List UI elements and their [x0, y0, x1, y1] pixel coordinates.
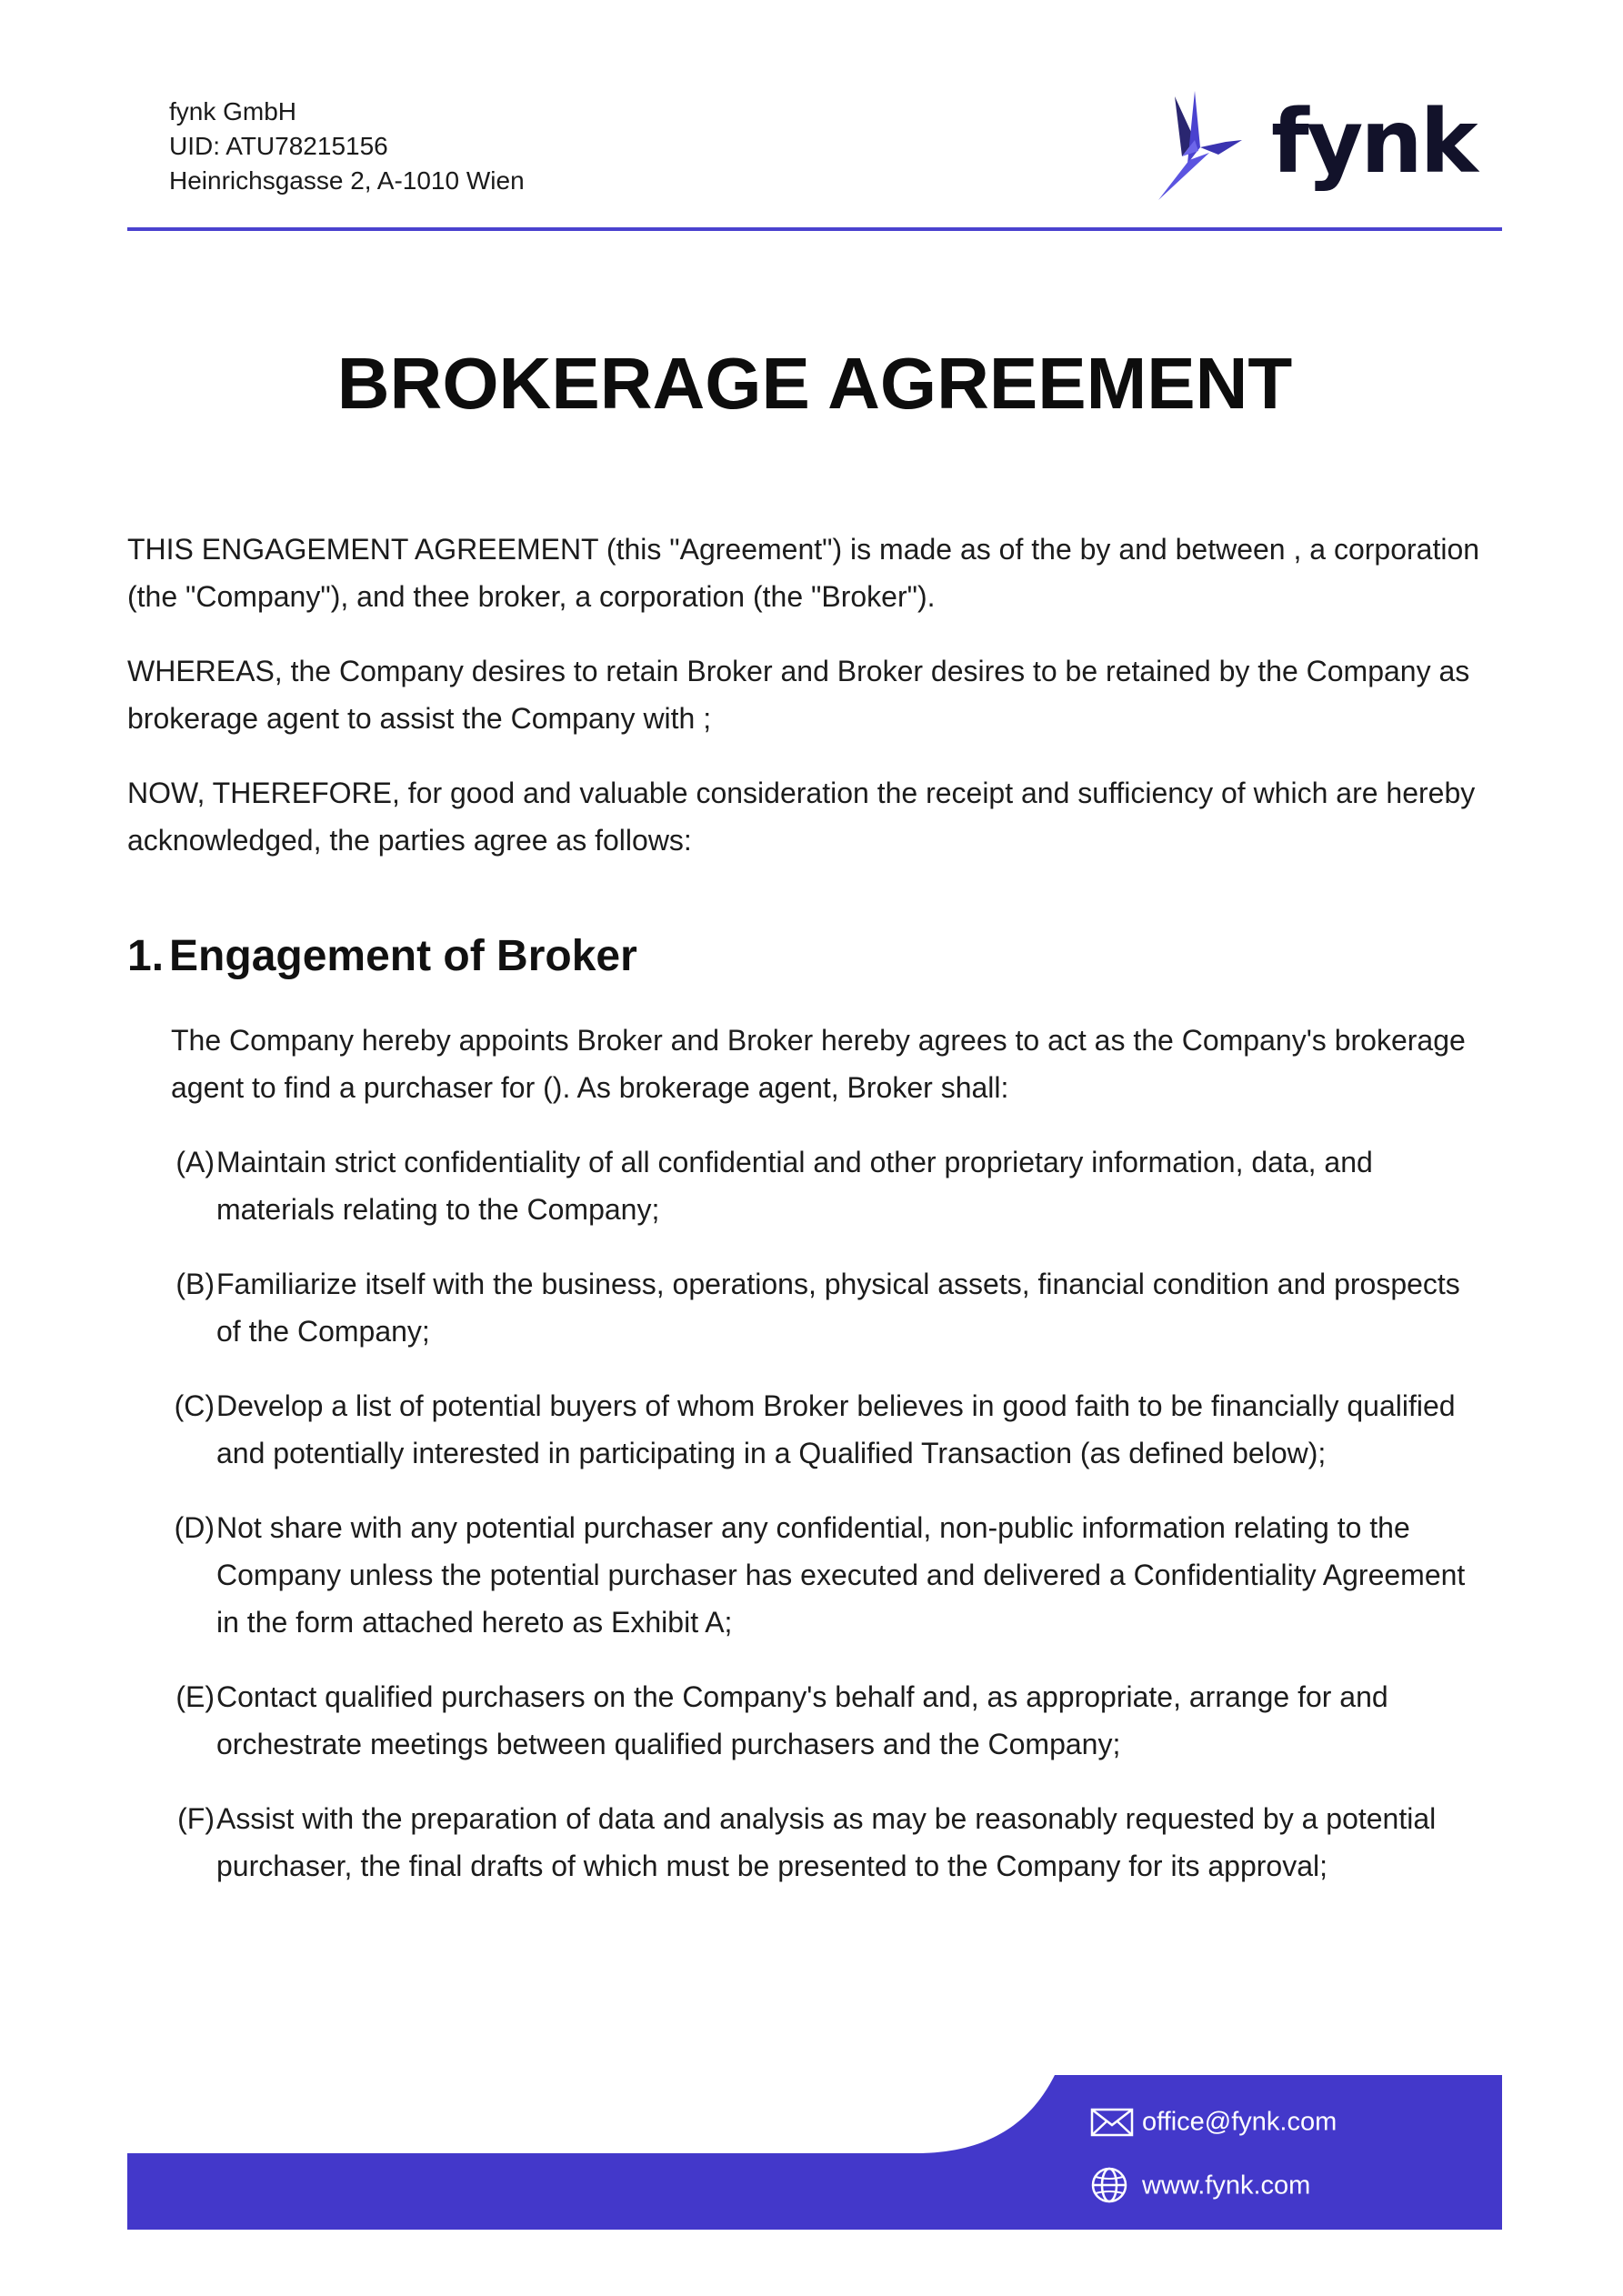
- company-address: Heinrichsgasse 2, A-1010 Wien: [169, 166, 525, 195]
- list-marker: (C): [174, 1389, 215, 1422]
- section-heading: [127, 927, 637, 986]
- footer-bar: [127, 2075, 1502, 2230]
- list-text: Not share with any potential purchaser any confidential, non-public information relating to the Company unless the potential purchaser has executed and delivered a Confidentiality Agreement in the form attached hereto as Exhibit A;: [216, 1511, 1466, 1639]
- footer-shape: [127, 2075, 1502, 2230]
- list-text: Contact qualified purchasers on the Company's behalf and, as appropriate, arrange for and orchestrate meetings between qualified purchasers and the Company;: [216, 1680, 1388, 1760]
- section-intro: The Company hereby appoints Broker and Broker hereby agrees to act as the Company's brokerage agent to find a purchaser for (). As brokerage agent, Broker shall:: [171, 1024, 1466, 1104]
- list-marker: (F): [177, 1802, 215, 1835]
- list-item: [127, 1260, 1502, 1355]
- list-item: [127, 1138, 1502, 1233]
- list-item: [127, 1795, 1502, 1890]
- document-title: BROKERAGE AGREEMENT: [336, 343, 1293, 424]
- therefore-paragraph: NOW, THEREFORE, for good and valuable consideration the receipt and sufficiency of which are hereby acknowledged, the parties agree as follows:: [127, 777, 1476, 857]
- list-item: [127, 1673, 1502, 1768]
- fynk-logo: [1155, 87, 1476, 206]
- footer-website-text: www.fynk.com: [1142, 2171, 1311, 2201]
- section-number: 1.: [127, 932, 165, 980]
- preamble-paragraph: THIS ENGAGEMENT AGREEMENT (this "Agreement") is made as of the by and between , a corporation (the "Company"), and thee broker, a corporation (the "Broker").: [127, 533, 1480, 613]
- company-info: [169, 95, 525, 198]
- list-item: [127, 1382, 1502, 1477]
- globe-icon: [1089, 2167, 1135, 2203]
- list-marker: (E): [175, 1680, 215, 1713]
- list-marker: (A): [175, 1146, 215, 1178]
- list-text: Develop a list of potential buyers of whom Broker believes in good faith to be financially qualified and potentially interested in participating in a Qualified Transaction (as defined below);: [216, 1389, 1456, 1469]
- envelope-icon: [1089, 2103, 1135, 2140]
- footer-website[interactable]: [1089, 2166, 1310, 2203]
- list-marker: (D): [174, 1511, 215, 1544]
- company-uid: UID: ATU78215156: [169, 132, 388, 160]
- list-item: [127, 1504, 1502, 1646]
- logo-wordmark: fynk: [1271, 91, 1476, 193]
- section-title: Engagement of Broker: [169, 932, 637, 980]
- whereas-paragraph: WHEREAS, the Company desires to retain Broker and Broker desires to be retained by the Company as brokerage agent to assist the Company with ;: [127, 655, 1470, 735]
- list-text: Familiarize itself with the business, operations, physical assets, financial condition and prospects of the Company;: [216, 1268, 1460, 1348]
- footer-email-text: office@fynk.com: [1142, 2107, 1337, 2137]
- company-name: fynk GmbH: [169, 97, 297, 125]
- list-marker: (B): [175, 1268, 215, 1300]
- bird-logo-icon: [1155, 87, 1264, 206]
- header-divider: [127, 227, 1502, 231]
- list-text: Assist with the preparation of data and analysis as may be reasonably requested by a potential purchaser, the final drafts of which must be presented to the Company for its approval;: [216, 1802, 1437, 1882]
- list-text: Maintain strict confidentiality of all confidential and other proprietary information, data, and materials relating to the Company;: [216, 1146, 1373, 1226]
- footer-email[interactable]: [1089, 2102, 1337, 2140]
- duties-list: [127, 1138, 1502, 1917]
